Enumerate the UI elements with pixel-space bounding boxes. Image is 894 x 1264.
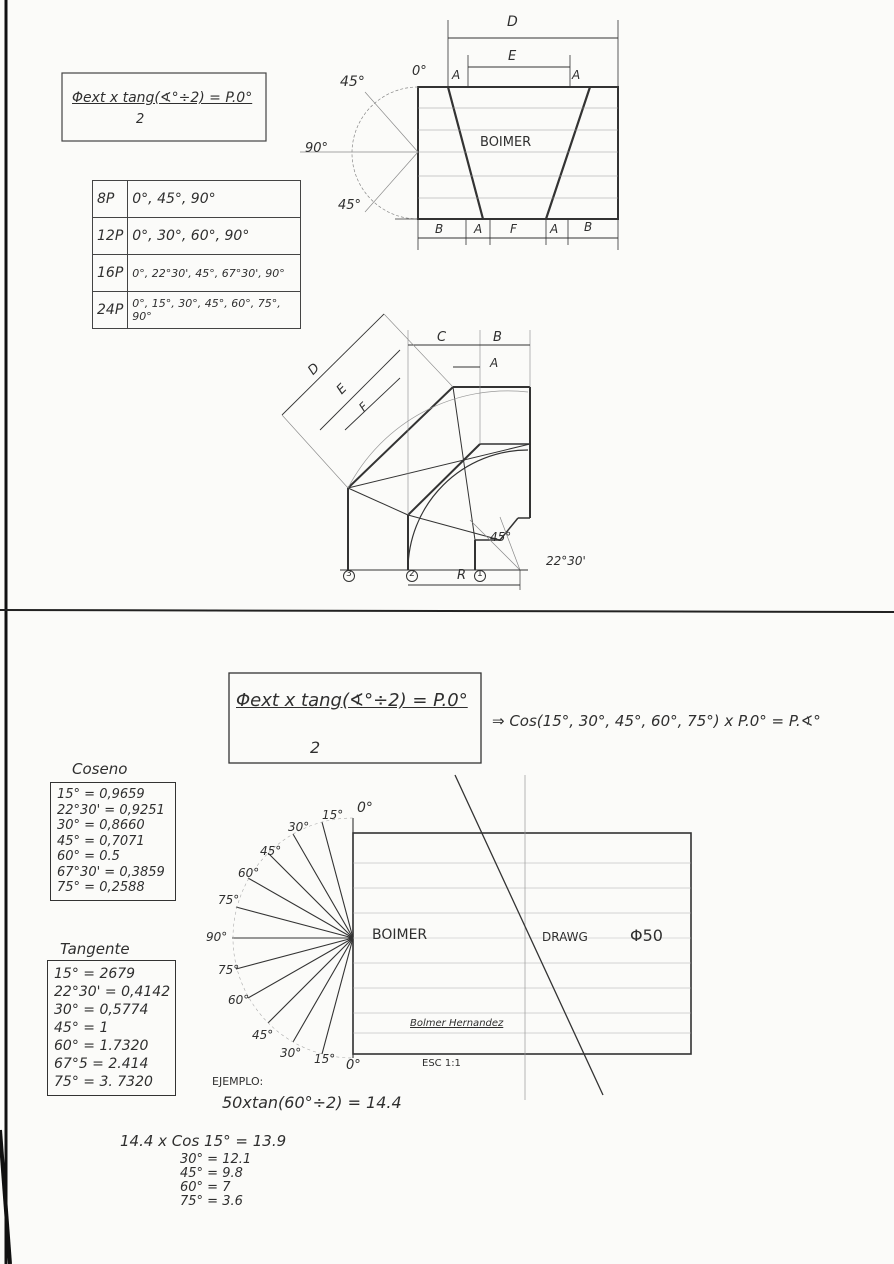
fan-label-60-top: 60° bbox=[238, 866, 260, 880]
list-item: 22°30' = 0,4142 bbox=[54, 984, 171, 1000]
bottom-f: F bbox=[510, 222, 517, 236]
center-text: BOIMER bbox=[480, 135, 532, 150]
fan-label-15-top: 15° bbox=[322, 808, 344, 822]
point-2: 2 bbox=[409, 569, 415, 579]
formula-sheet2-bottom: 2 bbox=[310, 738, 321, 757]
example-title: EJEMPLO: bbox=[212, 1075, 264, 1088]
list-item: 45° = 1 bbox=[54, 1020, 109, 1036]
list-item: 67°5 = 2.414 bbox=[54, 1056, 149, 1072]
fan-label-75-bottom: 75° bbox=[218, 963, 240, 977]
fan-label-30-bottom: 30° bbox=[280, 1046, 302, 1060]
list-item: 30° = 0,5774 bbox=[54, 1002, 149, 1018]
calc-line-45: 45° = 9.8 bbox=[180, 1166, 243, 1181]
calc-line-15: 14.4 x Cos 15° = 13.9 bbox=[120, 1132, 287, 1150]
table-cell-key: 16P bbox=[93, 255, 128, 292]
table-cell-key: 12P bbox=[93, 218, 128, 255]
top-frustum-drawing bbox=[300, 20, 618, 250]
label-a-right-top: A bbox=[572, 68, 581, 82]
bottom-a-right: A bbox=[550, 222, 559, 236]
list-item: 67°30' = 0,3859 bbox=[57, 864, 165, 880]
fan-label-0-bottom: 0° bbox=[346, 1058, 361, 1073]
tangente-title: Tangente bbox=[60, 940, 130, 958]
angle-45-top: 45° bbox=[340, 74, 365, 90]
table-cell-angles: 0°, 30°, 60°, 90° bbox=[128, 218, 301, 255]
formula-sheet1-top: Φext x tang(∢°÷2) = P.0° bbox=[72, 90, 253, 106]
elbow-label-b: B bbox=[493, 330, 502, 345]
points-table bbox=[92, 180, 301, 329]
bottom-a-left: A bbox=[474, 222, 483, 236]
elbow-label-f: F bbox=[356, 399, 371, 415]
rect-diameter: Φ50 bbox=[630, 926, 663, 945]
fan-label-0-top: 0° bbox=[357, 800, 373, 816]
tangente-list bbox=[47, 960, 176, 1096]
table-row bbox=[93, 181, 301, 218]
example-formula: 50xtan(60°÷2) = 14.4 bbox=[222, 1093, 402, 1112]
rect-label-right: DRAWG bbox=[542, 930, 588, 944]
fan-label-45-bottom: 45° bbox=[252, 1028, 274, 1042]
scale-label: ESC 1:1 bbox=[422, 1058, 461, 1069]
point-r: R bbox=[457, 568, 467, 583]
fan-label-75-top: 75° bbox=[218, 893, 240, 907]
fan-label-45-top: 45° bbox=[260, 844, 282, 858]
elbow-angle-2230: 22°30' bbox=[546, 554, 586, 568]
bottom-b-left: B bbox=[435, 222, 444, 236]
rect-label-left: BOIMER bbox=[372, 927, 428, 943]
fan-label-60-bottom: 60° bbox=[228, 993, 250, 1007]
list-item: 22°30' = 0,9251 bbox=[57, 802, 165, 818]
list-item: 30° = 0,8660 bbox=[57, 818, 145, 833]
coseno-list bbox=[50, 782, 176, 901]
list-item: 75° = 0,2588 bbox=[57, 880, 145, 895]
angle-fan bbox=[232, 818, 353, 1058]
list-item: 75° = 3. 7320 bbox=[54, 1074, 153, 1090]
table-cell-key: 24P bbox=[93, 292, 128, 329]
elbow-label-c: C bbox=[437, 330, 447, 345]
label-a-left-top: A bbox=[452, 68, 461, 82]
label-d-top: D bbox=[507, 14, 518, 30]
elbow-label-a: A bbox=[490, 356, 499, 370]
angle-45-bottom: 45° bbox=[338, 198, 362, 213]
table-cell-angles: 0°, 22°30', 45°, 67°30', 90° bbox=[128, 255, 301, 292]
list-item: 15° = 2679 bbox=[54, 966, 136, 982]
formula-sheet2-top: Φext x tang(∢°÷2) = P.0° bbox=[236, 690, 468, 711]
list-item: 15° = 0,9659 bbox=[57, 787, 145, 802]
angle-0-top: 0° bbox=[412, 64, 427, 79]
fan-label-90: 90° bbox=[206, 930, 228, 944]
elbow-angle-45: 45° bbox=[490, 530, 512, 544]
calc-line-30: 30° = 12.1 bbox=[180, 1152, 252, 1167]
coseno-title: Coseno bbox=[72, 760, 128, 778]
angle-90: 90° bbox=[305, 141, 329, 156]
fan-label-30-top: 30° bbox=[288, 820, 310, 834]
table-row bbox=[93, 255, 301, 292]
signature: Bolmer Hernandez bbox=[410, 1018, 504, 1029]
point-1: 1 bbox=[477, 569, 483, 579]
formula-sheet1-bottom: 2 bbox=[136, 112, 145, 127]
calc-line-60: 60° = 7 bbox=[180, 1180, 231, 1195]
list-item: 60° = 1.7320 bbox=[54, 1038, 149, 1054]
elbow-label-d: D bbox=[305, 360, 323, 379]
list-item: 60° = 0.5 bbox=[57, 849, 120, 864]
table-cell-angles: 0°, 15°, 30°, 45°, 60°, 75°, 90° bbox=[128, 292, 301, 329]
table-row bbox=[93, 292, 301, 329]
table-cell-angles: 0°, 45°, 90° bbox=[128, 181, 301, 218]
list-item: 45° = 0,7071 bbox=[57, 833, 145, 849]
fan-label-15-bottom: 15° bbox=[314, 1052, 336, 1066]
table-cell-key: 8P bbox=[93, 181, 128, 218]
elbow-label-e: E bbox=[333, 381, 351, 398]
bottom-b-right: B bbox=[584, 220, 593, 234]
point-3: 3 bbox=[346, 569, 352, 579]
calc-line-75: 75° = 3.6 bbox=[180, 1194, 243, 1209]
table-row bbox=[93, 218, 301, 255]
formula-sheet2-right: ⇒ Cos(15°, 30°, 45°, 60°, 75°) x P.0° = P.∢° bbox=[492, 712, 821, 730]
label-e-top: E bbox=[508, 49, 517, 64]
